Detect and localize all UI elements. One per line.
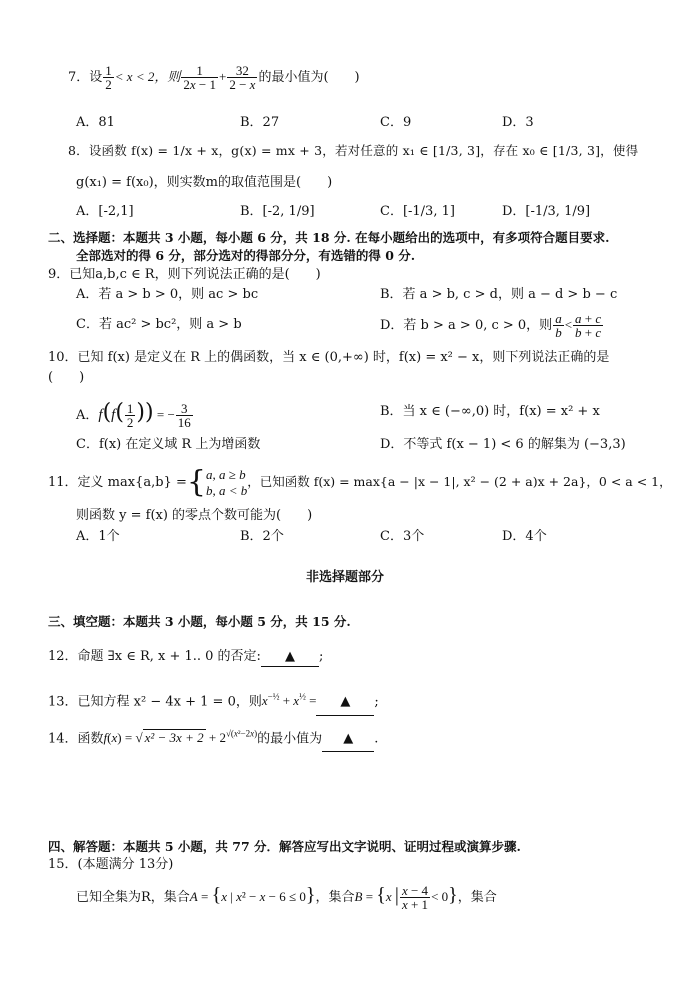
q13-line: 13．已知方程 x² − 4x + 1 = 0，则$x^{-\frac{1}{2}} + x^{\frac{1}{2}}$ = ▲ ; (48, 684, 379, 716)
q7-lead: 7．设 (68, 70, 103, 85)
q10-option-a-lead: A． (76, 408, 99, 423)
q7-stem: 7．设 $\frac{1}{2}$ < x < 2，则 $\frac{1}{2x - 1}$ + $\frac{32}{2 - x}$ 的最小值为( ) (68, 63, 360, 92)
q7-option-b: B．27 (240, 115, 280, 130)
q10-stem: 10．已知 f(x) 是定义在 R 上的偶函数，当 x ∈ (0,+∞) 时，f(x) = x² − x，则下列说法正确的是 (48, 350, 610, 365)
q15-stem: 已知全集为R，集合A = {x | x² − x − 6 ≤ 0}，集合B = {x | $\frac{x - 4}{x + 1}$ < 0}，集合 (76, 883, 497, 912)
q11-option-a: A．1个 (76, 529, 120, 544)
q15-end: ，集合 (457, 890, 497, 905)
q11-lead: 11．定义 max{a,b} = (48, 475, 187, 490)
q11-option-b: B．2个 (240, 529, 284, 544)
q11-brace: { (186, 464, 206, 500)
q7-frac-1: $\frac{1}{2x - 1}$ (183, 63, 216, 92)
q10-option-c: C．f(x) 在定义域 R 上为增函数 (76, 437, 261, 452)
q13-lead: 13．已知方程 x² − 4x + 1 = 0，则 (48, 694, 262, 710)
q8-option-a: A．[-2,1] (76, 204, 134, 219)
q9-frac-ab: $\frac{a}{b}$ (555, 311, 562, 340)
q14-tail: 的最小值为 (257, 731, 323, 747)
q15-frac: $\frac{x - 4}{x + 1}$ (401, 883, 429, 912)
q15-lead: 已知全集为R，集合 (76, 890, 190, 905)
q10-frac-3-16: $\frac{3}{16}$ (177, 401, 191, 430)
q12-end: ; (318, 649, 324, 664)
q9-option-b: B．若 a > b, c > d，则 a − d > b − c (380, 287, 618, 302)
q8-option-c: C．[-1/3, 1] (380, 204, 455, 219)
q11-cases (206, 467, 247, 499)
q10-option-d: D．不等式 f(x − 1) < 6 的解集为 (−3,3) (380, 437, 626, 452)
q10-frac-half: $\frac{1}{2}$ (126, 401, 134, 430)
q7-frac-half: $\frac{1}{2}$ (105, 63, 112, 92)
q13-end: ; (374, 694, 379, 710)
q11-option-c: C．3个 (380, 529, 425, 544)
q12-lead: 12．命题 ∃x ∈ R, x + 1.. 0 的否定: (48, 649, 261, 664)
q15-head: 15．(本题满分 13分) (48, 857, 174, 872)
part2-title: 非选择题部分 (306, 570, 385, 585)
q9-stem: 9．已知a,b,c ∈ R，则下列说法正确的是( ) (48, 267, 321, 282)
section3-title: 三、填空题：本题共 3 小题，每小题 5 分，共 15 分. (48, 614, 351, 629)
q8-stem-line2: g(x₁) = f(x₀)，则实数m的取值范围是( ) (76, 175, 333, 190)
q9-frac-ac-bc: $\frac{a + c}{b + c}$ (575, 311, 602, 340)
q7-option-c: C．9 (380, 115, 412, 130)
q7-cond: < x < 2，则 (114, 69, 181, 84)
q14-lead: 14．函数 (48, 731, 104, 747)
section2-rule: 全部选对的得 6 分，部分选对的得部分分，有选错的得 0 分. (76, 248, 416, 263)
q12-blank: ▲ (261, 648, 319, 667)
q9-option-d-lead: D．若 b > a > 0, c > 0，则 (380, 318, 553, 333)
q8-option-b: B．[-2, 1/9] (240, 204, 315, 219)
q11-tail: ，已知函数 f(x) = max{a − |x − 1|, x² − (2 + a)x + 2a}，0 < a < 1， (247, 474, 672, 489)
q7-tail: 的最小值为( ) (258, 70, 360, 85)
q8-stem-line1: 8．设函数 f(x) = 1/x + x，g(x) = mx + 3，若对任意的 x₁ ∈ [1/3, 3]，存在 x₀ ∈ [1/3, 3]，使得 (68, 143, 639, 158)
q14-blank: ▲ (322, 727, 374, 752)
section2-title: 二、选择题：本题共 3 小题，每小题 6 分，共 18 分. 在每小题给出的选项中，有多项符合题目要求. (48, 230, 610, 245)
q14-line: 14．函数f(x) = √ $x^2 - 3x + 2 + 2^{√(x^2-2x)}$的最小值为 ▲ . (48, 722, 378, 752)
q9-option-d: D．若 b > a > 0, c > 0，则 $\frac{a}{b}$ < $\frac{a + c}{b + c}$ (380, 311, 602, 340)
q11-case2: b, a < b (205, 482, 248, 498)
q11-option-d: D．4个 (502, 529, 547, 544)
q15-mid: ，集合 (315, 890, 355, 905)
q7-option-a: A．81 (76, 115, 115, 130)
q10-option-b: B．当 x ∈ (−∞,0) 时，f(x) = x² + x (380, 404, 600, 419)
q14-end: . (374, 731, 379, 747)
section4-title: 四、解答题：本题共 5 小题，共 77 分．解答应写出文字说明、证明过程或演算步骤. (48, 839, 521, 854)
q11-case1: a, a ≥ b (205, 466, 246, 482)
q12-line (48, 648, 323, 667)
q7-option-d: D．3 (502, 115, 534, 130)
q11-stem-line2: 则函数 y = f(x) 的零点个数可能为( ) (76, 508, 313, 523)
q11-stem (48, 462, 672, 502)
q13-blank: ▲ (316, 689, 374, 716)
q9-option-c: C．若 ac² > bc²，则 a > b (76, 317, 242, 332)
q8-option-d: D．[-1/3, 1/9] (502, 204, 591, 219)
q10-paren: ( ) (48, 370, 85, 385)
q7-frac-2: $\frac{32}{2 - x}$ (229, 63, 256, 92)
q10-option-a: A．f(f( $\frac{1}{2}$ )) = − $\frac{3}{16}$ (76, 400, 191, 430)
q9-option-a: A．若 a > b > 0，则 ac > bc (76, 287, 259, 302)
